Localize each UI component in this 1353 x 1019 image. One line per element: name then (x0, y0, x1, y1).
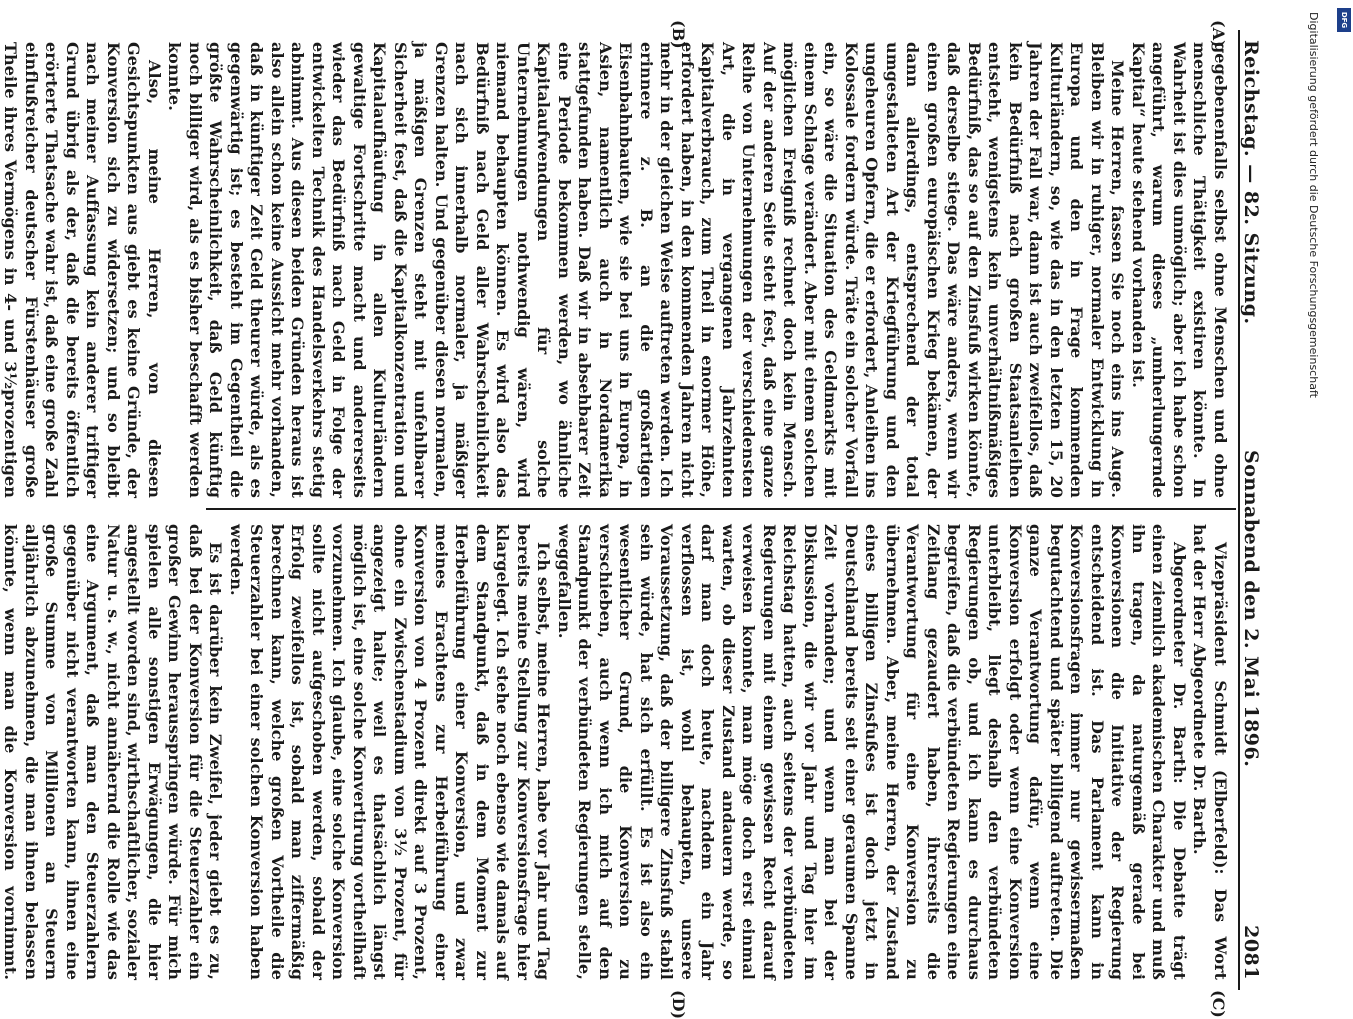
funding-note-text: Digitalisierung gefördert durch die Deutsche Forschungsgemeinschaft (1307, 12, 1320, 398)
right-column (1, 524, 1230, 980)
marker-d: (D) (669, 990, 688, 1019)
paragraph: gegebenenfalls selbst ohne Menschen und ohne menschliche Thätigkeit existiren könnte. In Wahrheit ist dies unmöglich; aber ich habe schon angeführt, warum dieses „umherlungernde Kapital“ heute stehend vorhanden ist. (1129, 42, 1230, 498)
paragraph: Es ist darüber kein Zweifel, jeder giebt es zu, daß bei der Konversion für die Steuerzahler ein großer Gewinn herausspringen würde. Für mich spielen alle sonstigen Erwägungen, die hier angestellt worden sind, wirthschaftlicher, sozialer Natur u. s. w., nicht annähernd die Rolle wie das eine Argument, daß man den Steuerzahlern gegenüber nicht verantworten kann, ihnen eine große Summe von Millionen an Steuern alljährlich abzunehmen, die man ihnen belassen könnte, wenn man die Konversion vornimmt. (1, 524, 226, 980)
marker-c: (C) (1209, 990, 1228, 1018)
header-date: Sonnabend den 2. Mai 1896. (1240, 450, 1262, 768)
speaker-intro: Vizepräsident Schmidt (Elberfeld): Das Wort hat der Herr Abgeordnete Dr. Barth. (1190, 524, 1230, 980)
page-header (1238, 30, 1278, 990)
paragraph: Abgeordneter Dr. Barth: Die Debatte trägt einen ziemlich akademischen Charakter und muß ihn tragen, da naturgemäß gerade bei Konversionen die Initiative der Regierung entscheidend ist. Das Parlament kann in Konversionsfragen immer nur gewissermaßen begutachtend und später billigend auftreten. Die ganze Verantwortung dafür, wenn eine Konversion erfolgt oder wenn eine Konversion unterbleibt, liegt deshalb den verbündeten Regierungen ob, und ich kann es durchaus begreifen, daß die verbündeten Regierungen eine Zeitlang gezaudert haben, ihrerseits die Verantwortung für eine Konversion zu übernehmen. Aber, meine Herren, der Zustand eines billigen Zinsfußes ist doch jetzt in Deutschland bereits seit einer geraumen Spanne Zeit vorhanden; und wenn man bei der Diskussion, die wir vor Jahr und Tag hier im Reichstag hatten, auch seitens der verbündeten Regierungen mit einem gewissen Recht darauf verweisen konnte, man möge doch erst einmal warten, ob dieser Zustand andauern werde, so darf man doch heute, nachdem ein Jahr verflossen ist, wohl behaupten, unsere Voraussetzung, daß der billigere Zinsfuß stabil sein würde, hat sich erfüllt. Es ist also ein wesentlicher Grund, die Konversion zu verschieben, auch wenn ich mich auf den Standpunkt der verbündeten Regierungen stelle, weggefallen. (555, 524, 1189, 980)
header-rule (1238, 30, 1240, 990)
marker-b: (B) (669, 20, 688, 49)
paragraph: Also, meine Herren, von diesen Gesichtspunkten aus giebt es keine Gründe, der Konversion sich zu widersetzen; und so bleibt nach meiner Auffassung kein anderer triftiger Grund übrig als der, daß die bereits öffentlich erörterte Thatsache wahr ist, daß eine große Zahl einflußreicher deutscher Fürstenhäuser große Theile ihres Vermögens in 4- und 3½prozentigen (1, 42, 164, 498)
funding-note (1296, 12, 1320, 982)
paragraph: Meine Herren, fassen Sie noch eins ins Auge. Bleiben wir in ruhiger, normaler Entwicklung in Europa und den in Frage kommenden Kulturländern, so, wie das in den letzten 15, 20 Jahren der Fall war, dann ist auch zweifellos, daß kein Bedürfniß nach großen Staatsanleihen entsteht, wenigstens kein unverhältnißmäßiges Bedürfniß, das so auf den Zinsfuß wirken könnte, daß derselbe stiege. Das wäre anders, wenn wir einen großen europäischen Krieg bekämen, der dann allerdings, entsprechend der total umgestalteten Art der Kriegführung und den ungeheuren Opfern, die er erfordert, Anleihen ins Kolossale fordern würde. Träte ein solcher Vorfall ein, so wäre die Situation des Geldmarkts mit einem Schlage verändert. Aber mit einem solchen möglichen Ereigniß rechnet doch kein Mensch. Auf der anderen Seite steht fest, daß eine ganze Reihe von Unternehmungen der verschiedensten Art, die in vergangenen Jahrzehnten Kapitalverbrauch, zum Theil in enormer Höhe, erfordert haben, in den kommenden Jahren nicht mehr in der gleichen Weise auftreten werden. Ich erinnere z. B. an die großartigen Eisenbahnbauten, wie sie bei uns in Europa, in Asien, namentlich auch in Nordamerika stattgefunden haben. Daß wir in absehbarer Zeit eine Periode bekommen werden, wo ähnliche Kapitalaufwendungen für solche Unternehmungen nothwendig wären, wird niemand behaupten können. Es wird also das Bedürfniß nach Geld aller Wahrscheinlichkeit nach sich innerhalb normaler, ja mäßiger Grenzen halten. Und gegenüber diesen normalen, ja mäßigen Grenzen steht mit unfehlbarer Sicherheit fest, daß die Kapitalkonzentration und Kapitalaufhäufung in allen Kulturländern gewaltige Fortschritte macht und andererseits wieder das Bedürfniß nach Geld in Folge der entwickelten Technik des Handelsverkehrs stetig abnimmt. Aus diesen beiden Gründen heraus ist also allein schon keine Aussicht mehr vorhanden, daß in künftiger Zeit Geld theurer würde, als es gegenwärtig ist; es besteht im Gegentheil die größte Wahrscheinlichkeit, daß Geld künftig noch billiger wird, als es bisher beschafft werden konnte. (165, 42, 1128, 498)
column-divider (206, 508, 1236, 510)
dfg-logo: DFG (1337, 8, 1351, 32)
header-session: Reichstag. — 82. Sitzung. (1240, 40, 1262, 325)
rotated-page (1, 20, 1288, 1019)
marker-a: (A) (1209, 20, 1228, 48)
left-column (1, 42, 1230, 498)
page-number: 2081 (1240, 925, 1262, 980)
paragraph: Ich selbst, meine Herren, habe vor Jahr und Tag bereits meine Stellung zur Konversionsfrage hier klargelegt. Ich stehe noch ebenso wie damals auf dem Standpunkt, daß in dem Moment zur Herbeiführung einer Konversion, und zwar meines Erachtens zur Herbeiführung einer Konversion von 4 Prozent direkt auf 3 Prozent, ohne ein Zwischenstadium von 3½ Prozent, für angezeigt halte; weil es thatsächlich längst möglich ist, eine solche Konvertirung vortheilhaft vorzunehmen. Ich glaube, eine solche Konversion sollte nicht aufgeschoben werden, sobald der Erfolg zweifellos ist, sobald man ziffermäßig berechnen kann, welche großen Vortheile die Steuerzahler bei einer solchen Konversion haben werden. (227, 524, 554, 980)
